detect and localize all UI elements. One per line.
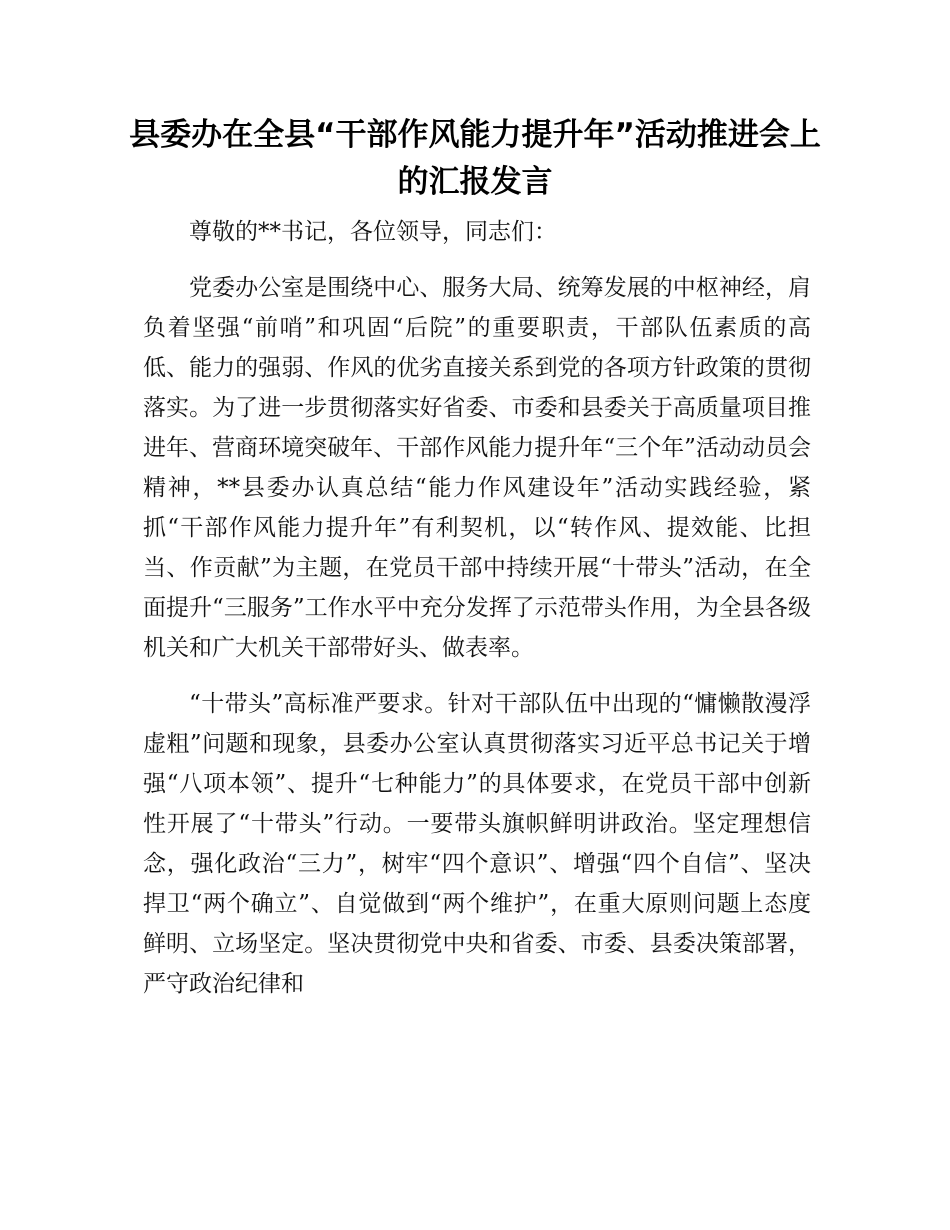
document-title: 县委办在全县“干部作风能力提升年”活动推进会上的汇报发言 (129, 117, 821, 200)
salutation: 尊敬的**书记，各位领导，同志们： (189, 219, 557, 245)
paragraph-ten-leads: “十带头”高标准严要求。针对干部队伍中出现的“慵懒散漫浮虚粗”问题和现象，县委办公室认真贯彻落实习近平总书记关于增强“八项本领”、提升“七种能力”的具体要求，在党员干部中创新性开展了“十带头”行动。一要带头旗帜鲜明讲政治。坚定理想信念，强化政治“三力”，树牢“四个意识”、增强“四个自信”、坚决捍卫“两个确立”、自觉做到“两个维护”，在重大原则问题上态度鲜明、立场坚定。坚决贯彻党中央和省委、市委、县委决策部署，严守政治纪律和 (143, 691, 811, 997)
paragraph-intro: 党委办公室是围绕中心、服务大局、统筹发展的中枢神经，肩负着坚强“前哨”和巩固“后院”的重要职责，干部队伍素质的高低、能力的强弱、作风的优劣直接关系到党的各项方针政策的贯彻落实。为了进一步贯彻落实好省委、市委和县委关于高质量项目推进年、营商环境突破年、干部作风能力提升年“三个年”活动动员会精神，**县委办认真总结“能力作风建设年”活动实践经验，紧抓“干部作风能力提升年”有利契机，以“转作风、提效能、比担当、作贡献”为主题，在党员干部中持续开展“十带头”活动，在全面提升“三服务”工作水平中充分发挥了示范带头作用，为全县各级机关和广大机关干部带好头、做表率。 (143, 275, 811, 661)
document-body (143, 212, 811, 1020)
